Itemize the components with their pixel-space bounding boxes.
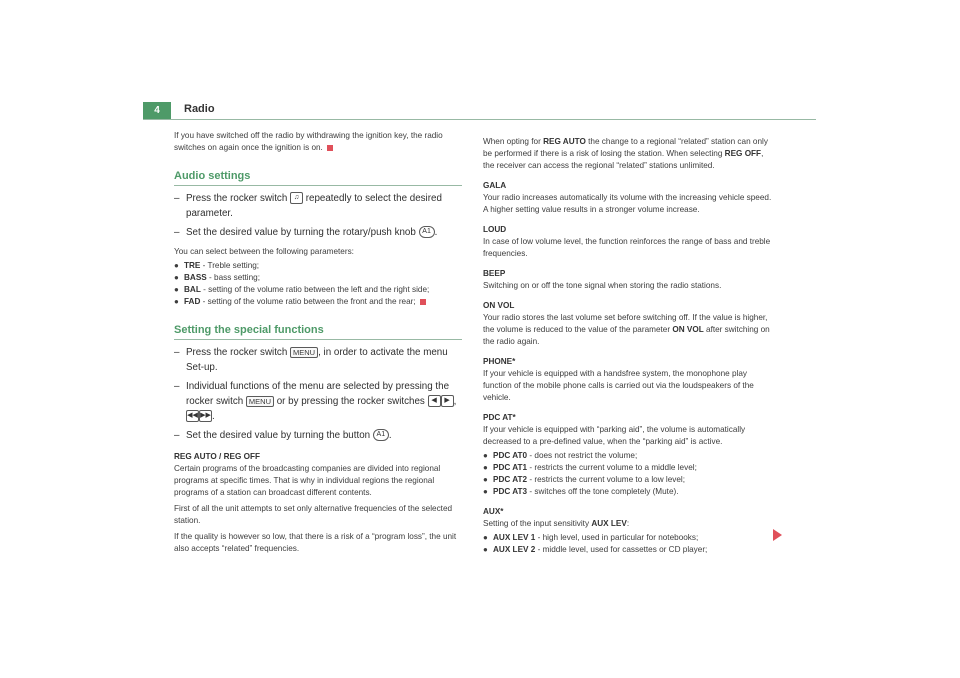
menu-key: MENU bbox=[246, 396, 274, 407]
section-end-icon bbox=[327, 145, 333, 151]
special-step-3: – Set the desired value by turning the button A1 . bbox=[174, 430, 392, 441]
bullet-icon: ● bbox=[483, 463, 488, 472]
params-intro: You can select between the following parameters: bbox=[174, 247, 354, 256]
menu-key: MENU bbox=[290, 347, 318, 358]
beep-text: Switching on or off the tone signal when storing the radio stations. bbox=[483, 281, 722, 290]
music-note-icon: ♫ bbox=[290, 192, 303, 204]
continue-arrow-icon bbox=[773, 529, 782, 541]
pdc-text: If your vehicle is equipped with “parking aid”, the volume is automatically decreased to a pre-defined value, when the “parking aid” is active. bbox=[483, 425, 746, 446]
list-item: ● FAD - setting of the volume ratio between the front and the rear; bbox=[174, 296, 462, 308]
bullet-icon: ● bbox=[174, 285, 179, 294]
list-item: ● PDC AT2 - restricts the current volume to a low level; bbox=[483, 475, 686, 484]
bullet-icon: ● bbox=[174, 261, 179, 270]
right-column bbox=[483, 136, 773, 556]
bullet-icon: ● bbox=[483, 545, 488, 554]
callout-a1: A1 bbox=[419, 226, 435, 238]
fast-forward-icon: ▶▶ bbox=[199, 410, 212, 422]
reg-heading: REG AUTO / REG OFF bbox=[174, 452, 260, 461]
list-item: ● PDC AT3 - switches off the tone completely (Mute). bbox=[483, 487, 679, 496]
pdc-list bbox=[483, 450, 773, 498]
list-item: ● BAL - setting of the volume ratio between the left and the right side; bbox=[174, 285, 430, 294]
phone-text: If your vehicle is equipped with a handsfree system, the monophone play function of the mobile phone calls is carried out via the loudspeakers of the vehicle. bbox=[483, 369, 754, 402]
audio-settings-heading: Audio settings bbox=[174, 170, 462, 186]
aux-text: Setting of the input sensitivity AUX LEV: bbox=[483, 519, 630, 528]
gala-text: Your radio increases automatically its volume with the increasing vehicle speed. A higher setting value results in a stronger volume increase. bbox=[483, 193, 772, 214]
loud-heading: LOUD bbox=[483, 225, 507, 234]
aux-heading: AUX* bbox=[483, 507, 504, 516]
bullet-icon: ● bbox=[174, 273, 179, 282]
bullet-icon: ● bbox=[483, 487, 488, 496]
intro-paragraph: If you have switched off the radio by withdrawing the ignition key, the radio switches on again once the ignition is on. bbox=[174, 131, 443, 152]
list-item: ● AUX LEV 1 - high level, used in particular for notebooks; bbox=[483, 533, 699, 542]
list-item: ● AUX LEV 2 - middle level, used for cassettes or CD player; bbox=[483, 545, 708, 554]
loud-text: In case of low volume level, the function reinforces the range of bass and treble frequencies. bbox=[483, 237, 771, 258]
onvol-heading: ON VOL bbox=[483, 301, 515, 310]
reg-continued-paragraph: When opting for REG AUTO the change to a regional “related” station can only be performed if there is a risk of losing the station. When selecting REG OFF, the receiver can access the regional “related” stations unlimited. bbox=[483, 137, 768, 170]
special-functions-heading: Setting the special functions bbox=[174, 324, 462, 340]
pdc-heading: PDC AT* bbox=[483, 413, 516, 422]
arrow-right-icon: ▶ bbox=[441, 395, 454, 407]
bullet-icon: ● bbox=[483, 475, 488, 484]
header-rule bbox=[143, 102, 816, 120]
left-column bbox=[174, 130, 462, 555]
reg-paragraph-1: Certain programs of the broadcasting companies are divided into regional programs at specific times. That is why in individual regions the regional programs of a station can broadcast different contents. bbox=[174, 464, 441, 497]
bullet-icon: ● bbox=[174, 297, 179, 306]
section-end-icon bbox=[420, 299, 426, 305]
bullet-icon: ● bbox=[483, 533, 488, 542]
gala-heading: GALA bbox=[483, 181, 507, 190]
beep-heading: BEEP bbox=[483, 269, 506, 278]
params-list bbox=[174, 260, 462, 308]
bullet-icon: ● bbox=[483, 451, 488, 460]
audio-step-2: – Set the desired value by turning the rotary/push knob A1 . bbox=[174, 227, 438, 238]
reg-paragraph-3: If the quality is however so low, that there is a risk of a “program loss”, the unit also accepts “related” frequencies. bbox=[174, 532, 457, 553]
list-item: ● BASS - bass setting; bbox=[174, 273, 260, 282]
callout-a1: A1 bbox=[373, 429, 389, 441]
special-step-1: – Press the rocker switch MENU , in order to activate the menu Set-up. bbox=[174, 347, 448, 373]
page-title: Radio bbox=[184, 103, 215, 115]
audio-step-1: – Press the rocker switch ♫ repeatedly to select the desired parameter. bbox=[174, 193, 442, 219]
page-number: 4 bbox=[143, 102, 171, 119]
aux-list bbox=[483, 532, 773, 556]
reg-paragraph-2: First of all the unit attempts to set only alternative frequencies of the selected station. bbox=[174, 504, 453, 525]
list-item: ● TRE - Treble setting; bbox=[174, 261, 260, 270]
arrow-left-icon: ◀ bbox=[428, 395, 441, 407]
list-item: ● PDC AT0 - does not restrict the volume; bbox=[483, 451, 638, 460]
onvol-text: Your radio stores the last volume set before switching off. If the value is higher, the volume is reduced to the value of the parameter ON VOL after switching on the radio again. bbox=[483, 313, 770, 346]
list-item: ● PDC AT1 - restricts the current volume to a middle level; bbox=[483, 463, 697, 472]
rewind-icon: ◀◀ bbox=[186, 410, 199, 422]
special-step-2: – Individual functions of the menu are selected by pressing the rocker switch MENU or by pressing the rocker switches ◀ ▶ , ◀◀ ▶▶. bbox=[174, 381, 457, 422]
phone-heading: PHONE* bbox=[483, 357, 516, 366]
